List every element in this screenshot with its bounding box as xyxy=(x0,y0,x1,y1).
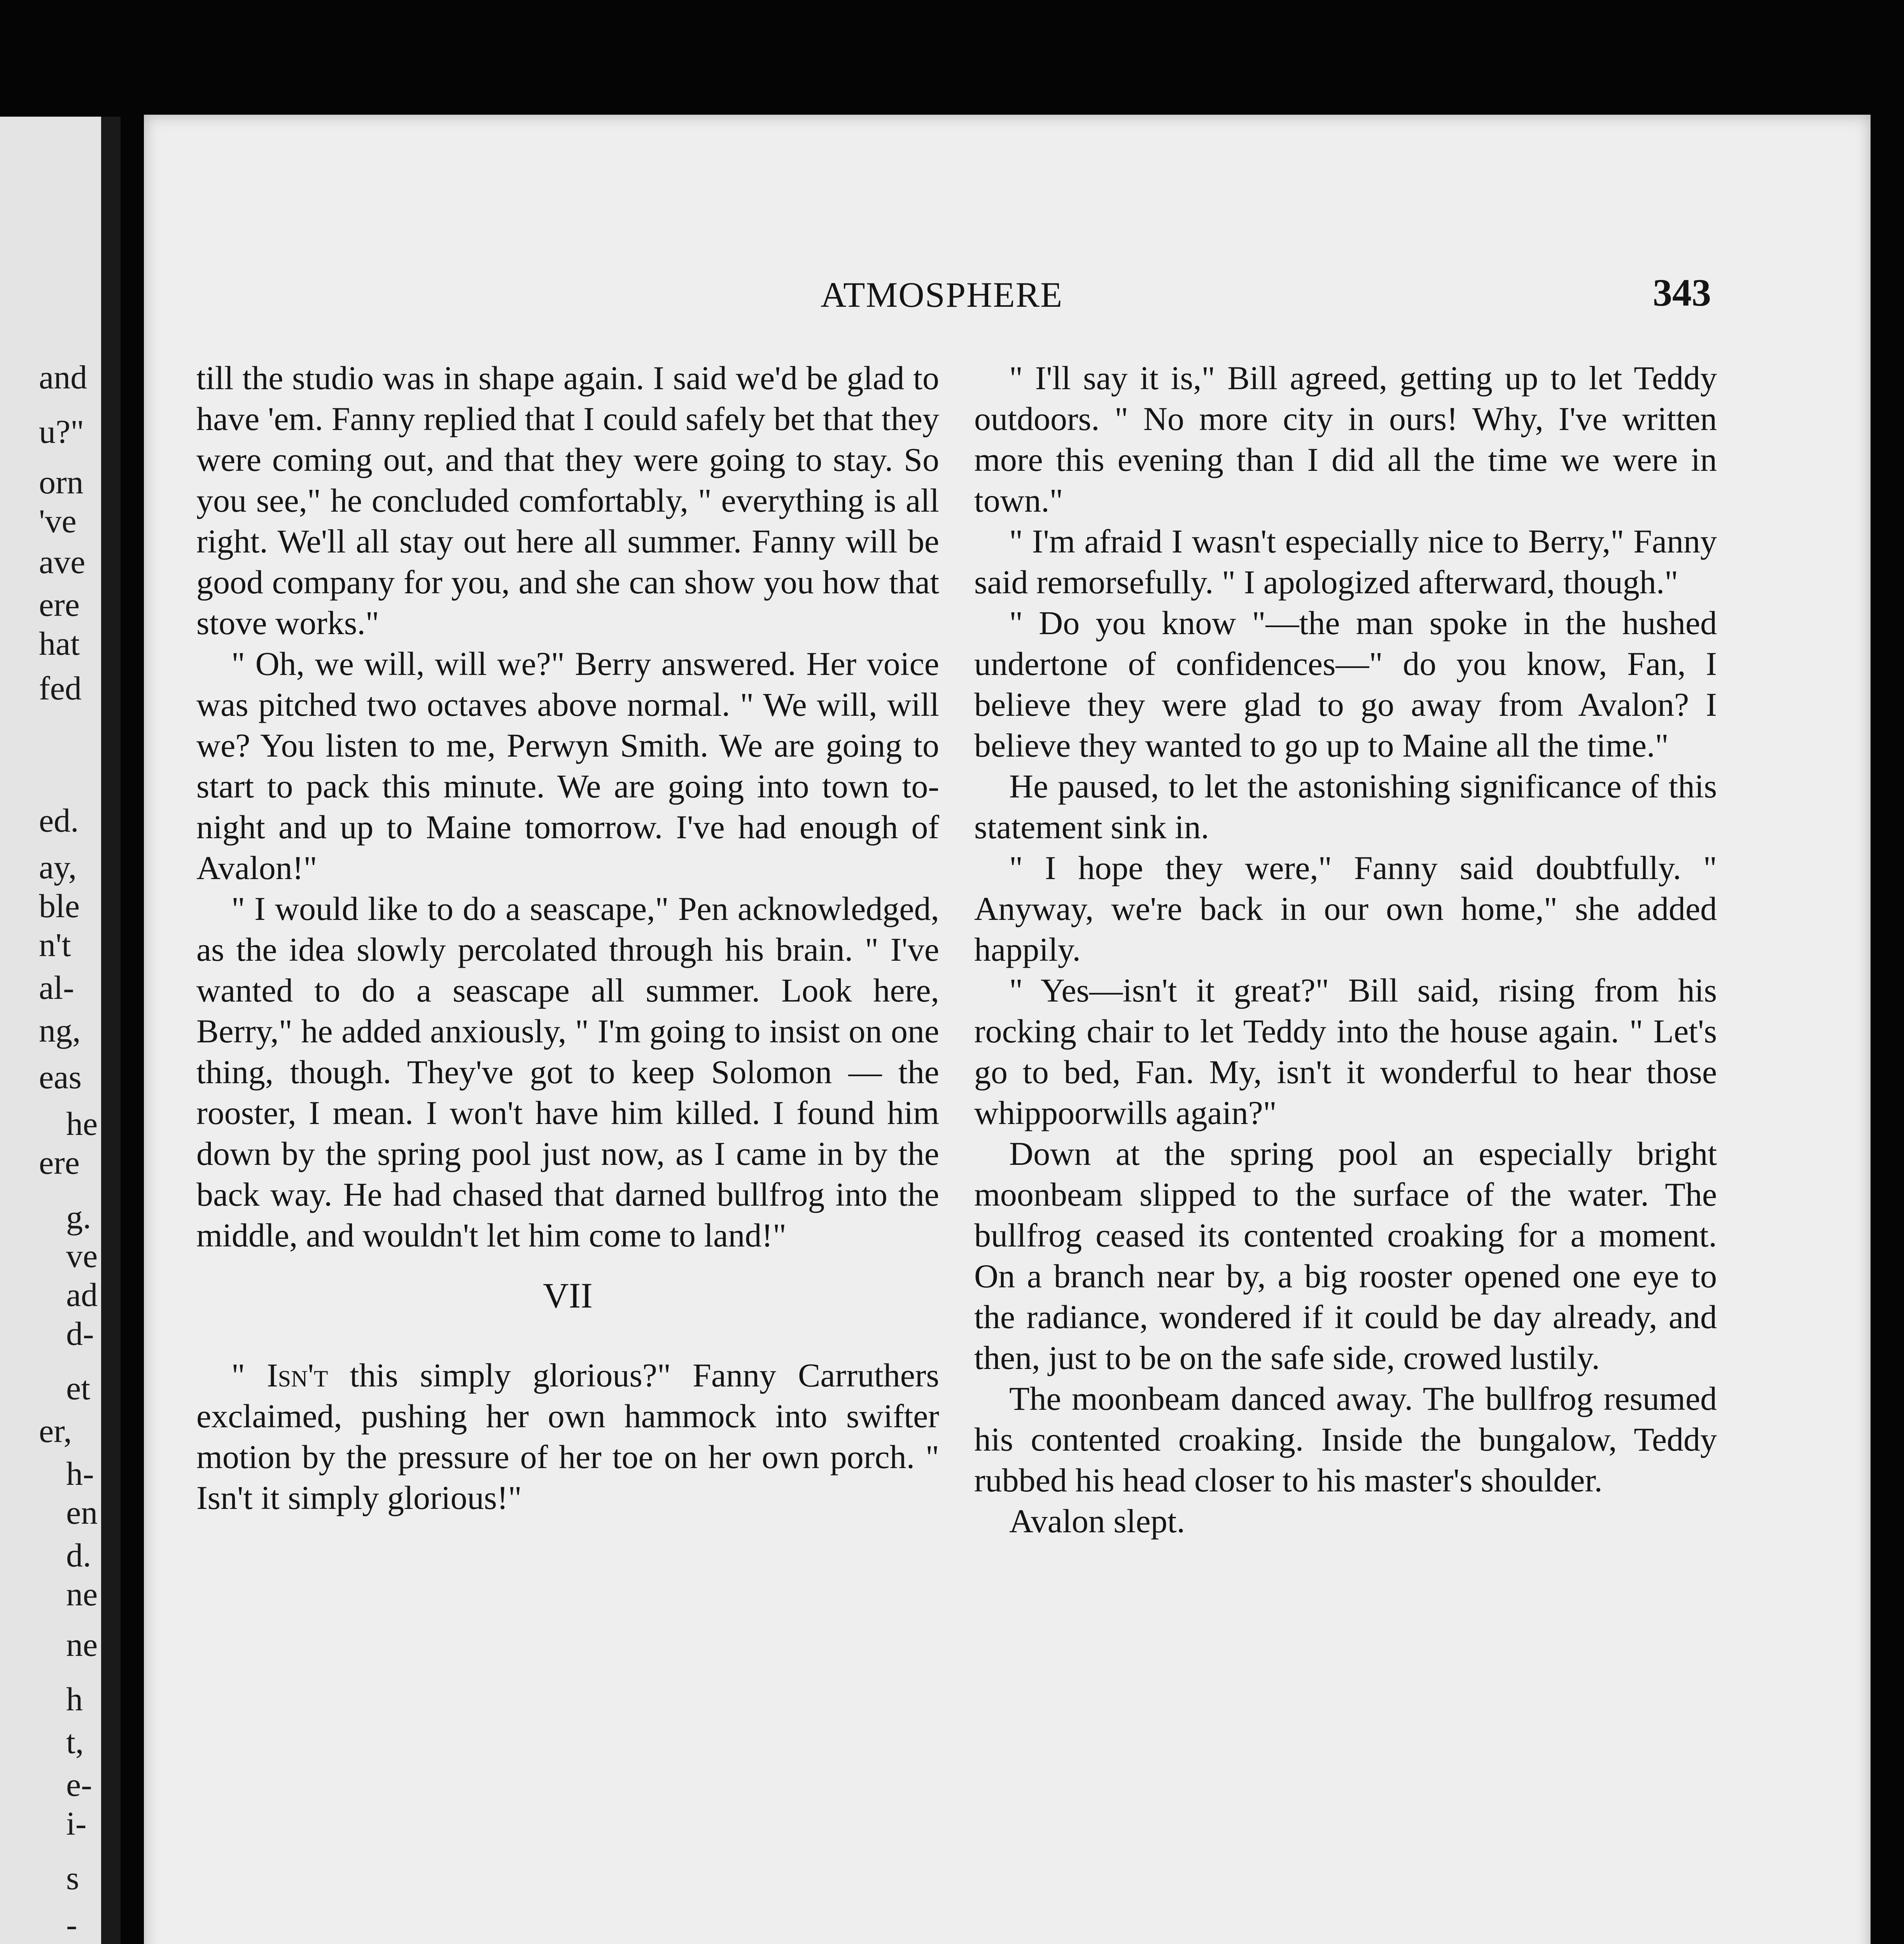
paragraph: " I'll say it is," Bill agreed, getting up to let Teddy outdoors. " No more city in ours! Why, I've written more this evening than I did all the time we were in town." xyxy=(974,359,1717,519)
paragraph: " Oh, we will, will we?" Berry answered. Her voice was pitched two octaves above normal. " We will, will we? You listen to me, Perwyn Smith. We are going to start to pack this minute. We are going into town to-night and up to Maine tomorrow. I've had enough of Avalon!" xyxy=(196,645,939,886)
prev-page-fragment: h xyxy=(66,1680,83,1718)
paragraph: " Do you know "—the man spoke in the hushed undertone of confidences—" do you know, Fan, I believe they were glad to go away from Avalon? I believe they wanted to go up to Maine all the time." xyxy=(974,604,1717,764)
prev-page-fragment: en xyxy=(66,1494,98,1531)
prev-page-fragment: e- xyxy=(66,1766,92,1803)
paragraph: Down at the spring pool an especially bright moonbeam slipped to the surface of the water. The bullfrog ceased its contented croaking for a moment. On a branch near by, a big rooster opened one eye to the radiance, wondered if it could be day already, and then, just to be on the safe side, crowed lustily. xyxy=(974,1135,1717,1376)
opening-quote: " xyxy=(231,1357,267,1394)
prev-page-fragment: ble xyxy=(39,887,80,925)
prev-page-fragment: s xyxy=(66,1859,79,1897)
running-head: ATMOSPHERE xyxy=(821,275,1063,315)
left-column xyxy=(196,358,939,1518)
paragraph: till the studio was in shape again. I said we'd be glad to have 'em. Fanny replied that I could safely bet that they were coming out, and that they were going to stay. So you see," he concluded comfortably, " everything is all right. We'll all stay out here all summer. Fanny will be good company for you, and she can show you how that stove works." xyxy=(196,359,939,642)
prev-page-fragment: fed xyxy=(39,670,82,707)
page-number: 343 xyxy=(1653,271,1711,314)
prev-page-fragment: er, xyxy=(39,1412,72,1449)
prev-page-fragment: 've xyxy=(39,502,77,540)
right-column xyxy=(974,358,1717,1542)
prev-page-fragment: n't xyxy=(39,926,71,963)
paragraph: The moonbeam danced away. The bullfrog resumed his contented croaking. Inside the bungalow, Teddy rubbed his head closer to his master's shoulder. xyxy=(974,1380,1717,1499)
opening-text: this simply glorious?" Fanny Carruthers exclaimed, pushing her own hammock into swifter motion by the pressure of her toe on her own porch. " Isn't it simply glorious!" xyxy=(196,1357,940,1516)
prev-page-fragment: he xyxy=(66,1105,98,1142)
prev-page-fragment: ay, xyxy=(39,848,77,886)
prev-page-fragment: h- xyxy=(66,1455,94,1492)
prev-page-fragment: al- xyxy=(39,969,74,1006)
prev-page-fragment: ne xyxy=(66,1575,98,1613)
prev-page-fragment: t, xyxy=(66,1723,84,1760)
prev-page-fragment: ad xyxy=(66,1276,98,1313)
book-page xyxy=(144,115,1871,1944)
paragraph: " Yes—isn't it great?" Bill said, rising from his rocking chair to let Teddy into the house again. " Let's go to bed, Fan. My, isn't it wonderful to hear those whippoorwills again?" xyxy=(974,972,1717,1131)
prev-page-fragment: ed. xyxy=(39,802,79,839)
prev-page-fragment: eas xyxy=(39,1058,82,1096)
paragraph: " I would like to do a seascape," Pen acknowledged, as the idea slowly percolated through his brain. " I've wanted to do a seascape all summer. Look here, Berry," he added anxiously, " I'm going to insist on one thing, though. They've got to keep Solomon — the rooster, I mean. I won't have him killed. I found him down by the spring pool just now, as I came in by the back way. He had chased that darned bullfrog into the middle, and wouldn't let him come to land!" xyxy=(196,890,939,1254)
prev-page-fragment: ne xyxy=(66,1626,98,1663)
prev-page-fragment: d- xyxy=(66,1315,94,1352)
paragraph: Avalon slept. xyxy=(1009,1502,1185,1540)
paragraph: " I hope they were," Fanny said doubtfully. " Anyway, we're back in our own home," she added happily. xyxy=(974,849,1717,968)
previous-page-edge xyxy=(0,117,121,1944)
prev-page-fragment: ere xyxy=(39,586,80,623)
prev-page-fragment: ere xyxy=(39,1144,80,1181)
prev-page-fragment: d. xyxy=(66,1537,91,1574)
prev-page-fragment: - xyxy=(66,1906,77,1943)
prev-page-fragment: u?" xyxy=(39,413,84,450)
small-caps-word: Isn't xyxy=(267,1357,328,1394)
prev-page-fragment: g. xyxy=(66,1198,91,1236)
prev-page-fragment: and xyxy=(39,358,88,396)
prev-page-fragment: hat xyxy=(39,625,80,662)
paragraph: He paused, to let the astonishing significance of this statement sink in. xyxy=(974,767,1717,846)
prev-page-fragment: et xyxy=(66,1369,91,1407)
paragraph: " I'm afraid I wasn't especially nice to Berry," Fanny said remorsefully. " I apologized afterward, though." xyxy=(974,523,1717,601)
prev-page-fragment: ave xyxy=(39,543,86,580)
prev-page-fragment: orn xyxy=(39,463,84,501)
prev-page-fragment: ng, xyxy=(39,1012,81,1049)
prev-page-fragment: i- xyxy=(66,1805,87,1842)
prev-page-fragment: ve xyxy=(66,1237,98,1274)
section-number: VII xyxy=(543,1276,593,1315)
section-opening-paragraph xyxy=(196,1355,939,1518)
